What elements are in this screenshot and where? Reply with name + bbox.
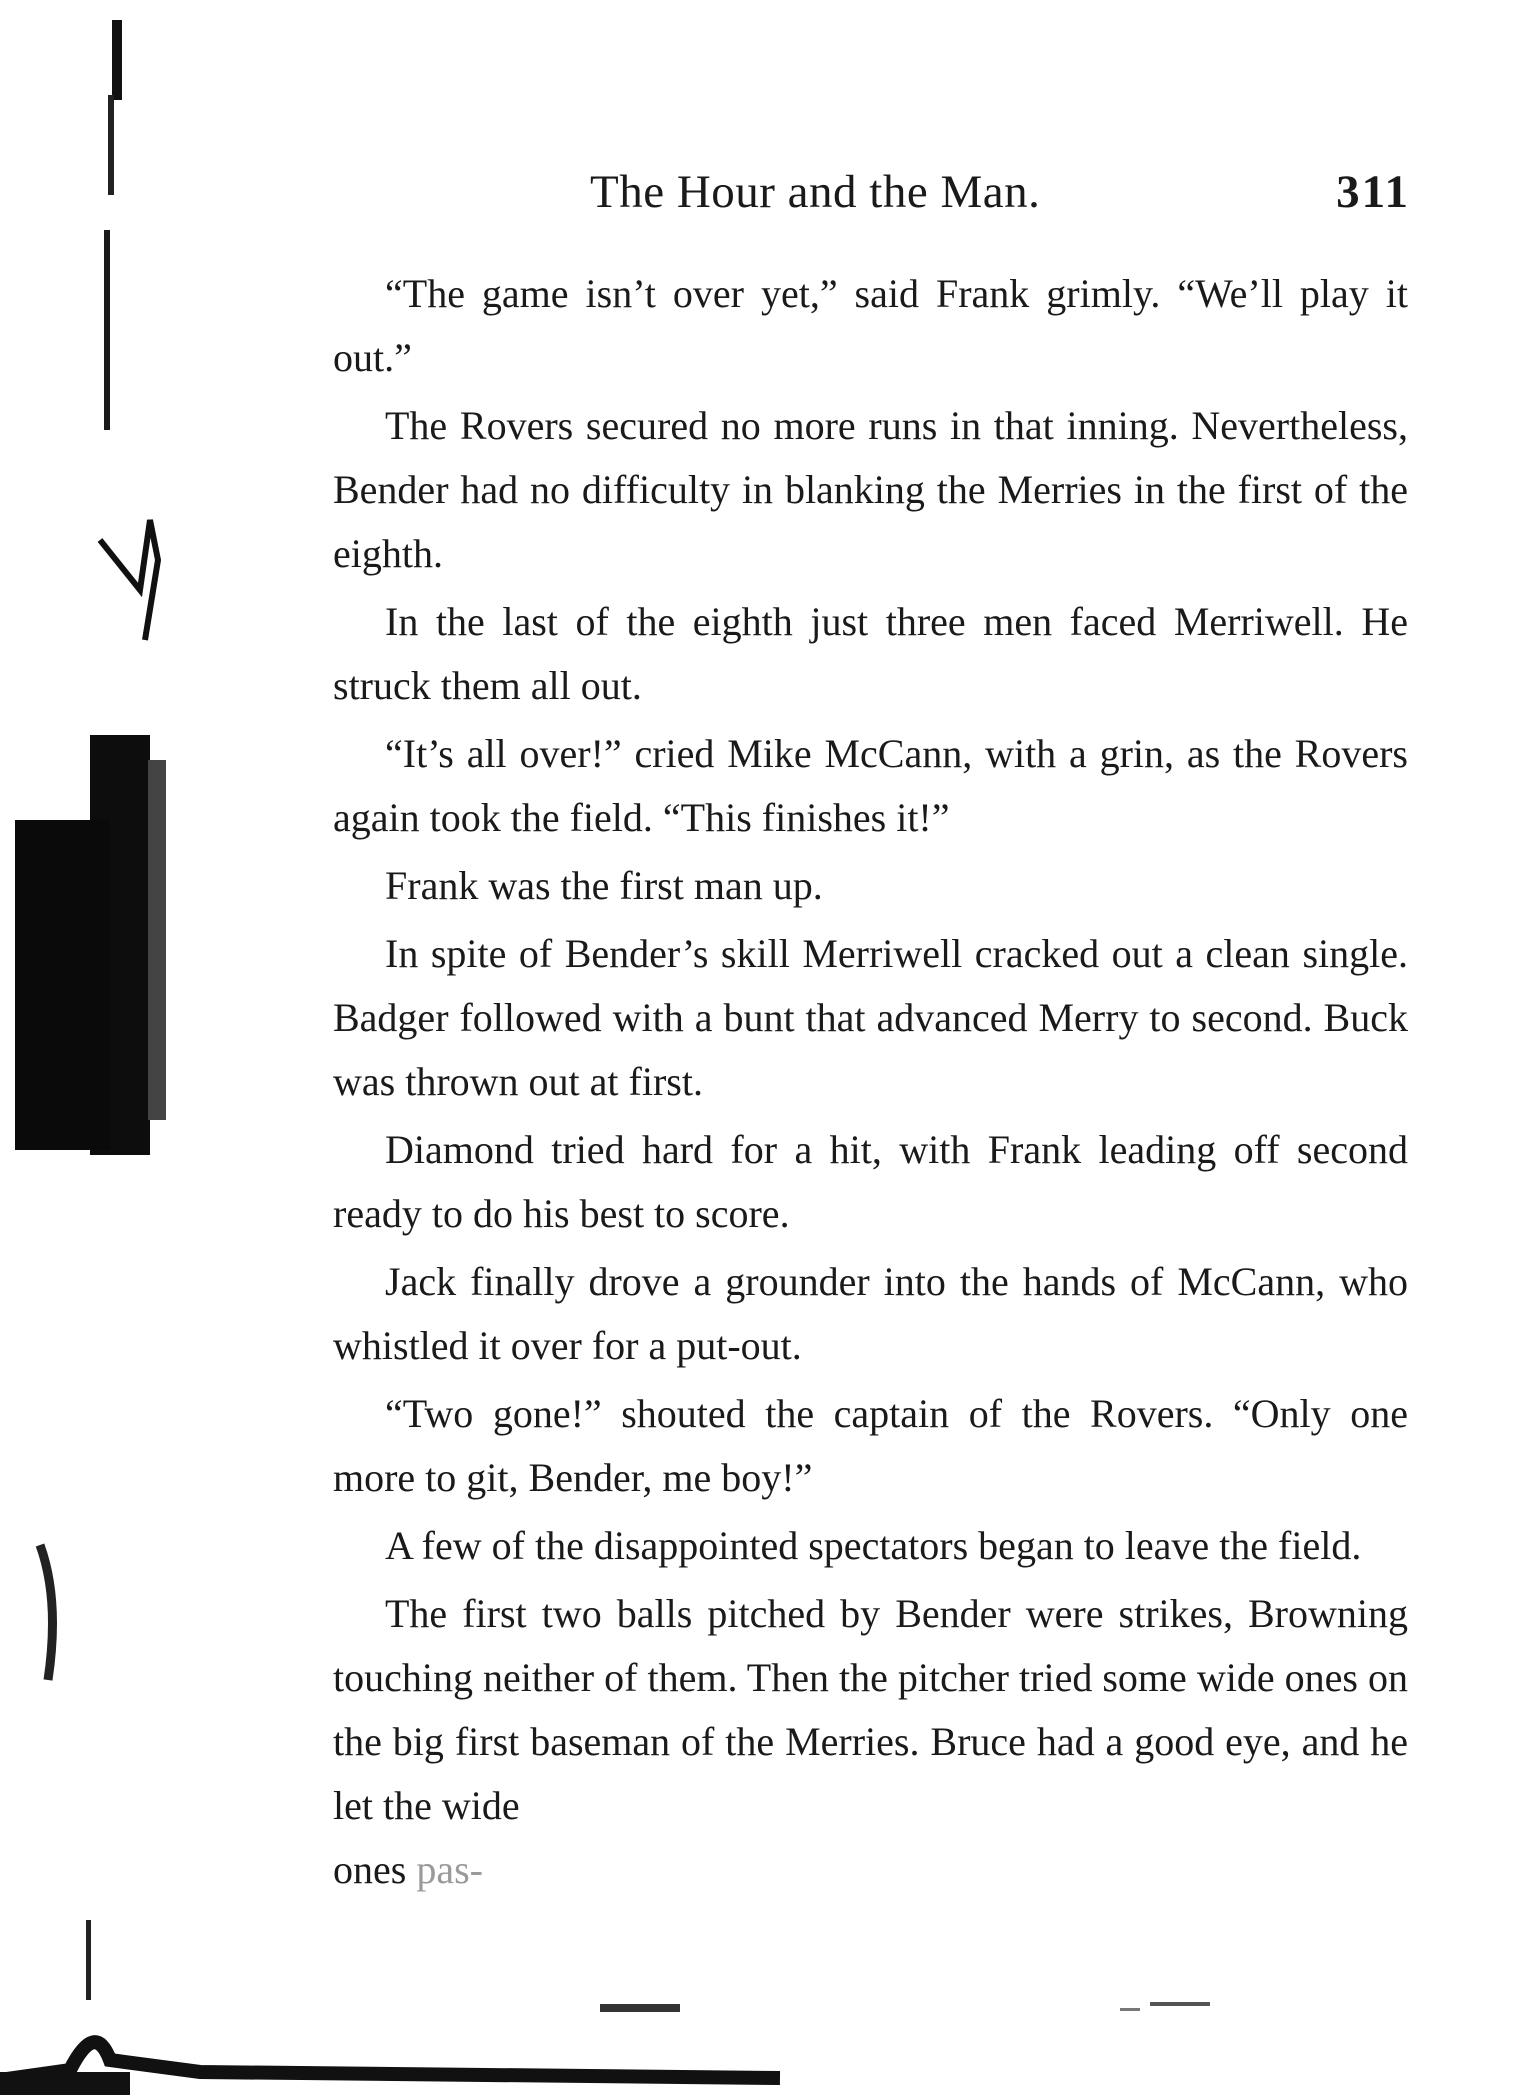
final-line-text: ones [333,1847,407,1892]
paragraph: “It’s all over!” cried Mike McCann, with a grin, as the Rovers again took the field. “This finishes it!” [333,731,1408,840]
paragraph: Diamond tried hard for a hit, with Frank leading off second ready to do his best to score. [333,1127,1408,1236]
paragraph: In the last of the eighth just three men faced Merriwell. He struck them all out. [333,599,1408,708]
body-text [333,262,1408,1902]
binding-scan-artifacts [0,0,200,2095]
page-number: 311 [1336,166,1410,218]
paragraph: “Two gone!” shouted the captain of the Rovers. “Only one more to git, Bender, me boy!” [333,1391,1408,1500]
page-header [590,165,1410,235]
final-line [333,1838,1408,1902]
final-line-faded-text: pas- [416,1847,483,1892]
paragraph: Frank was the first man up. [385,863,823,908]
running-title: The Hour and the Man. [590,166,1041,218]
paragraph: In spite of Bender’s skill Merriwell cracked out a clean single. Badger followed with a bunt that advanced Merry to second. Buck was thrown out at first. [333,931,1408,1104]
paragraph: The Rovers secured no more runs in that inning. Nevertheless, Bender had no difficulty in blanking the Merries in the first of the eighth. [333,403,1408,576]
paragraph: “The game isn’t over yet,” said Frank grimly. “We’ll play it out.” [333,271,1408,380]
paragraph: A few of the disappointed spectators began to leave the field. [385,1523,1362,1568]
paragraph: Jack finally drove a grounder into the hands of McCann, who whistled it over for a put-out. [333,1259,1408,1368]
bottom-scan-artifacts [0,1960,1524,2095]
paragraph: The first two balls pitched by Bender were strikes, Browning touching neither of them. Then the pitcher tried some wide ones on the big first baseman of the Merries. Bruce had a good eye, and he let the wide [333,1591,1408,1828]
